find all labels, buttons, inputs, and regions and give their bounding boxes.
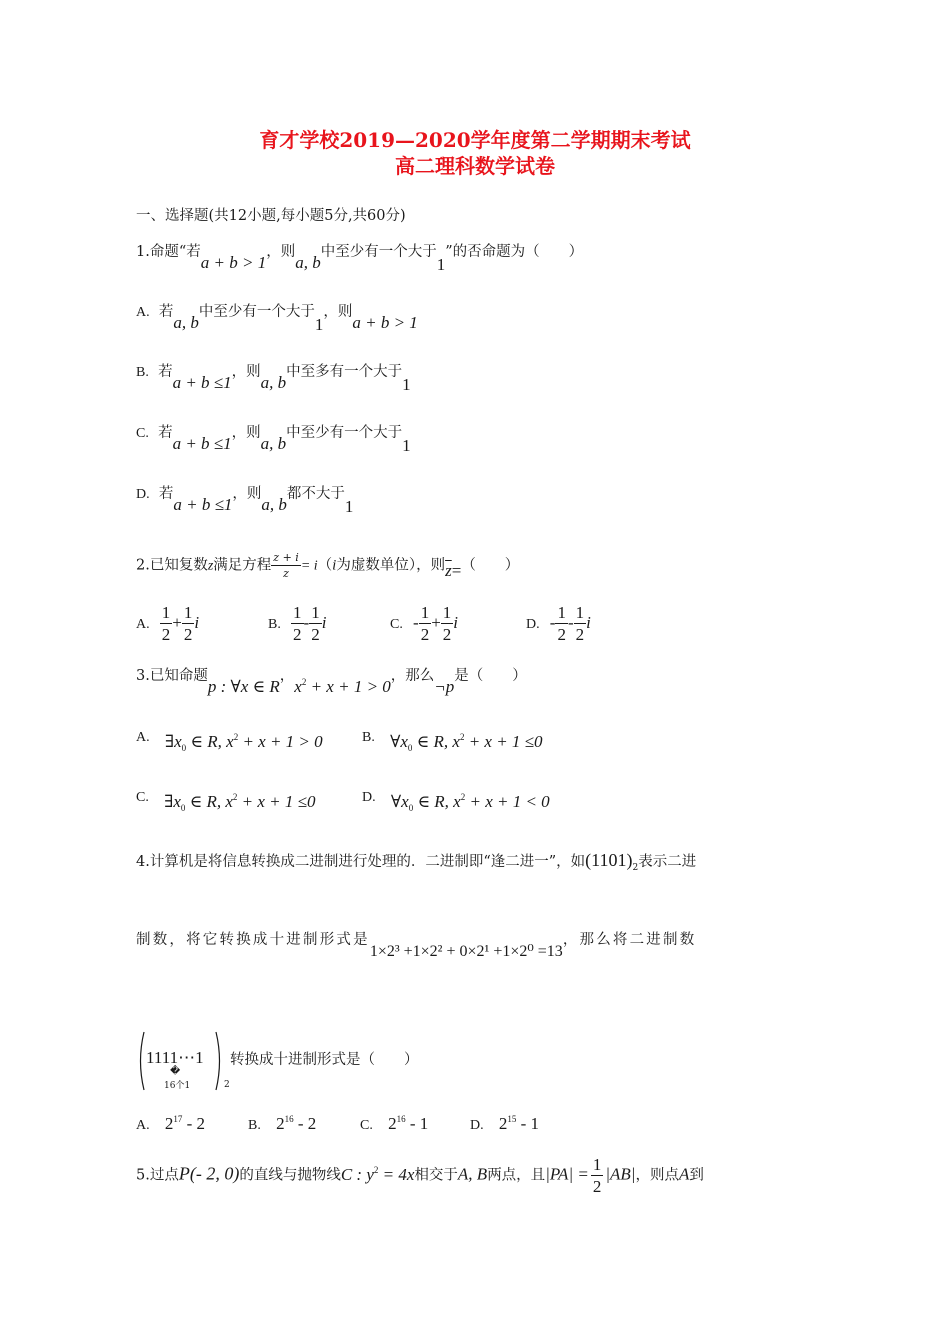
- option-math: + x + 1 < 0: [465, 792, 550, 811]
- q3-math-2b: + x + 1 > 0: [306, 677, 391, 696]
- option-label: A.: [136, 730, 150, 745]
- option-math: 1: [402, 375, 411, 394]
- option-sign: -: [549, 613, 556, 632]
- option-math: a + b ≤1: [173, 495, 233, 514]
- q5-text-6: 到: [689, 1167, 704, 1184]
- option-math: ∈ R, x: [186, 732, 234, 751]
- q2-eq: = i: [300, 558, 318, 574]
- q3-option-c[interactable]: C. $\exists x_0$ ∈ R, $x^2 + x + 1 \le 0$: [136, 790, 316, 813]
- option-exp: 16: [396, 1114, 406, 1124]
- q1-math-2: a, b: [295, 253, 321, 272]
- option-frac: [574, 604, 587, 643]
- option-quantifier: ∀x: [390, 792, 409, 811]
- q3-option-d[interactable]: D. $\forall x_0$ ∈ R, $x^2 + x + 1 < 0$: [362, 790, 550, 813]
- q4-option-a[interactable]: [136, 1114, 205, 1134]
- option-math: ∈ R, x: [412, 732, 460, 751]
- q4-option-d[interactable]: [470, 1114, 539, 1134]
- q2-fraction: [271, 552, 301, 579]
- q1-option-c[interactable]: [136, 421, 411, 455]
- q5-text-3: 相交于: [414, 1167, 458, 1184]
- q5-point-a: A: [678, 1164, 690, 1184]
- option-frac: [160, 604, 173, 643]
- q3-option-a[interactable]: A. $\exists x_0$ ∈ R, $x^2 + x + 1 > 0$: [136, 730, 323, 753]
- frac-num: 1: [161, 603, 171, 622]
- q1-text-4: ”的否命题为（ ）: [445, 244, 584, 260]
- q1-text-2: ，则: [266, 244, 296, 260]
- frac-num: 1: [557, 603, 566, 622]
- q5-point-p: P(- 2, 0): [178, 1163, 240, 1184]
- q5-text-5: ，则点: [635, 1167, 679, 1184]
- option-text: 中至少有一个大于: [198, 304, 315, 320]
- q3-text-2: ，: [279, 668, 295, 684]
- exam-title-line1: 育才学校2019—2020学年度第二学期期末考试: [259, 128, 691, 152]
- option-text: 中至多有一个大于: [286, 364, 403, 380]
- option-base: 2: [276, 1114, 285, 1133]
- frac-den: 2: [442, 625, 452, 644]
- q5-parabola-a: C : y: [340, 1164, 374, 1184]
- q2-option-b[interactable]: [268, 604, 326, 643]
- option-tail: - 1: [405, 1114, 429, 1133]
- q2-option-c[interactable]: [390, 604, 458, 643]
- option-op: +: [431, 613, 441, 632]
- question-4-line1: [136, 850, 696, 873]
- q4-binary-base: 2: [632, 863, 639, 873]
- frac-den: 2: [575, 625, 585, 644]
- q2-var-i: i: [332, 557, 337, 574]
- option-label: D.: [136, 487, 150, 502]
- q4-expression: 1×2³ +1×2² + 0×2¹ +1×2⁰ =13: [369, 943, 563, 960]
- option-frac: [182, 604, 195, 643]
- option-label: C.: [136, 426, 149, 441]
- q4-digits: 1111⋯1: [146, 1048, 204, 1067]
- exam-title-line2: 高二理科数学试卷: [395, 154, 555, 178]
- q3-math-3: ¬p: [434, 677, 455, 696]
- option-text: ，则: [323, 304, 353, 320]
- option-math: a + b ≤1: [172, 434, 232, 453]
- option-text: 中至少有一个大于: [286, 425, 403, 441]
- option-math: a + b ≤1: [172, 373, 232, 392]
- option-label: B.: [362, 730, 375, 745]
- q4-binary: (1101): [585, 850, 633, 870]
- option-label: A.: [136, 305, 150, 320]
- option-text: 都不大于: [286, 486, 345, 502]
- option-label: A.: [136, 1118, 150, 1133]
- frac-num: 1: [293, 603, 302, 622]
- option-label: D.: [362, 790, 376, 805]
- frac-num: 1: [311, 603, 320, 622]
- option-label: B.: [248, 1118, 261, 1133]
- option-text: 若: [158, 304, 174, 320]
- q4-option-c[interactable]: [360, 1114, 428, 1134]
- q1-option-b[interactable]: [136, 360, 411, 394]
- option-math: + x + 1 ≤0: [464, 732, 543, 751]
- q2-text-4: 为虚数单位），则: [336, 557, 446, 574]
- q5-parabola-b: = 4x: [378, 1164, 415, 1184]
- q2-text-1: 2.已知复数: [136, 557, 208, 574]
- option-quantifier: ∃x: [164, 732, 182, 751]
- q3-text-4: 是（ ）: [454, 668, 527, 684]
- option-label: D.: [470, 1118, 484, 1133]
- q5-points-ab: A, B: [457, 1164, 488, 1184]
- q4-text-4: ，那么将二进制数: [562, 932, 697, 948]
- q2-text-2: 满足方程: [213, 557, 272, 574]
- q2-option-d[interactable]: [526, 604, 591, 643]
- option-math: + x + 1 ≤0: [237, 792, 316, 811]
- option-op: -: [567, 613, 574, 632]
- option-frac: [441, 604, 454, 643]
- q1-math-3: 1: [436, 255, 446, 274]
- option-tail: - 1: [516, 1114, 540, 1133]
- option-math: a, b: [260, 434, 287, 453]
- option-math: a, b: [173, 313, 199, 332]
- q4-brace-label: 16个1: [164, 1081, 191, 1091]
- option-math: + x + 1 > 0: [238, 732, 323, 751]
- option-exp: 15: [507, 1114, 517, 1124]
- option-i: i: [194, 613, 200, 632]
- q3-math-1: p : ∀x ∈ R: [207, 677, 280, 696]
- option-frac: [555, 604, 568, 643]
- option-i: i: [321, 613, 327, 632]
- option-i: i: [453, 613, 459, 632]
- q2-zbar: $\overline{z}$: [445, 560, 452, 580]
- q1-text-1: 1.命题“若: [136, 244, 201, 260]
- frac-den: 2: [557, 625, 566, 644]
- option-exp: 17: [173, 1114, 183, 1124]
- option-text: 若: [158, 425, 173, 441]
- q1-text-3: 中至少有一个大于: [320, 244, 437, 260]
- frac-num: 1: [575, 603, 585, 622]
- frac-num: 1: [592, 1155, 602, 1174]
- q3-option-b[interactable]: B. $\forall x_0$ ∈ R, $x^2 + x + 1 \le 0$: [362, 730, 543, 753]
- option-text: ，则: [232, 486, 262, 502]
- option-text: 若: [158, 486, 174, 502]
- frac-num: 1: [183, 603, 193, 622]
- option-label: B.: [136, 365, 149, 380]
- q3-text-3: ，那么: [390, 668, 435, 684]
- q4-text-1: 4.计算机是将信息转换成二进制进行处理的．二进制即“逢二进一”，如: [136, 854, 586, 870]
- option-quantifier: ∃x: [164, 792, 181, 811]
- question-5: 5.过点P(- 2, 0)的直线与抛物线C : $y^2 = 4x$相交于A, B两点，且|PA| = $\frac{1}{2}$ |AB|，则点A到: [136, 1155, 704, 1196]
- option-sign: -: [413, 613, 419, 632]
- q1-option-a[interactable]: [136, 300, 418, 334]
- frac-num: 1: [442, 603, 452, 622]
- option-label: C.: [390, 617, 403, 632]
- q3-math-2a: x: [294, 677, 302, 696]
- option-math: ∈ R, x: [413, 792, 461, 811]
- option-math: 1: [344, 497, 354, 516]
- q2-text-5: （ ）: [461, 557, 520, 574]
- q4-text-3: 制数，将它转换成十进制形式是: [136, 932, 370, 948]
- option-math: a, b: [261, 495, 287, 514]
- option-quantifier: ∀x: [390, 732, 408, 751]
- option-exp: 16: [284, 1114, 294, 1124]
- option-i: i: [586, 613, 591, 632]
- option-base: 2: [164, 1114, 174, 1133]
- frac-den: 2: [592, 1177, 602, 1196]
- frac-den: 2: [311, 625, 320, 644]
- option-math: 1: [402, 436, 411, 455]
- q2-eq2: =: [451, 560, 462, 580]
- option-base: 2: [498, 1114, 508, 1133]
- q5-text-1: 5.过点: [136, 1167, 179, 1184]
- option-text: ，则: [231, 425, 261, 441]
- option-label: C.: [136, 790, 149, 805]
- q5-ab: |AB|: [605, 1164, 636, 1184]
- option-math: a, b: [260, 373, 287, 392]
- q4-brace: �: [170, 1066, 181, 1077]
- option-tail: - 2: [293, 1114, 317, 1133]
- q4-option-b[interactable]: [248, 1114, 316, 1134]
- q5-half: [591, 1156, 604, 1195]
- frac-den: 2: [183, 625, 193, 644]
- option-tail: - 2: [182, 1114, 206, 1133]
- frac-den: 2: [161, 625, 171, 644]
- q3-text-1: 3.已知命题: [136, 668, 208, 684]
- question-2: [136, 552, 519, 579]
- option-text: 若: [158, 364, 173, 380]
- option-label: A.: [136, 617, 150, 632]
- option-op: +: [172, 613, 182, 632]
- frac-num: 1: [420, 603, 430, 622]
- frac-den: 2: [293, 625, 302, 644]
- q5-text-4: 两点，且: [487, 1167, 546, 1184]
- option-frac: [291, 604, 304, 643]
- option-frac: [309, 604, 322, 643]
- question-4-line2: [136, 928, 697, 960]
- option-label: D.: [526, 617, 540, 632]
- option-op: -: [303, 613, 310, 632]
- q2-frac-den: z: [283, 567, 289, 580]
- question-1: [136, 240, 584, 274]
- q1-option-d[interactable]: [136, 482, 354, 516]
- frac-den: 2: [420, 625, 430, 644]
- q5-pa: |PA| =: [545, 1164, 589, 1184]
- option-math: ∈ R, x: [185, 792, 233, 811]
- q2-var-z: z: [207, 558, 214, 574]
- question-3: 3.已知命题p : ∀x ∈ R，$x^2 + x + 1 > 0$，那么¬p是（ ）: [136, 668, 527, 696]
- q1-math-1: a + b > 1: [200, 253, 267, 272]
- q5-text-2: 的直线与抛物线: [239, 1167, 341, 1184]
- option-label: B.: [268, 617, 281, 632]
- option-math: 1: [314, 315, 324, 334]
- option-frac: [419, 604, 432, 643]
- option-math: a + b > 1: [352, 313, 418, 332]
- q4-question-tail: 转换成十进制形式是（ ）: [230, 1052, 419, 1068]
- section-heading: 一、选择题(共12小题,每小题5分,共60分): [136, 208, 406, 224]
- option-label: C.: [360, 1118, 373, 1133]
- q4-text-2: 表示二进: [638, 854, 697, 870]
- option-base: 2: [388, 1114, 397, 1133]
- q4-big-base: 2: [224, 1080, 230, 1090]
- q2-text-3: （: [317, 557, 333, 574]
- q2-frac-num: z + i: [273, 551, 299, 564]
- option-text: ，则: [231, 364, 261, 380]
- q2-option-a[interactable]: [136, 604, 199, 643]
